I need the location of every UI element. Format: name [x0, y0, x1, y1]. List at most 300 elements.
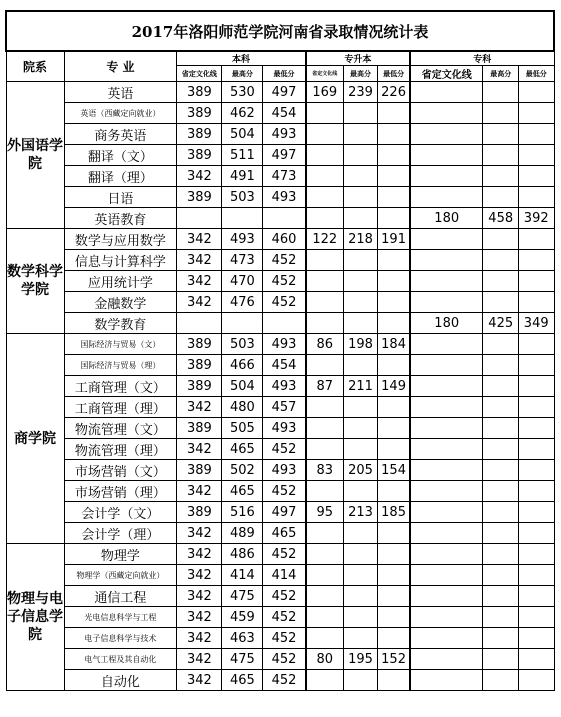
table-row — [6, 439, 554, 460]
zhuanke-line-cell — [410, 586, 483, 607]
zhuanke-min-cell: 349 — [518, 313, 554, 334]
table-row — [6, 460, 554, 481]
zhuanke-min-cell — [518, 124, 554, 145]
zsb-line-cell — [306, 670, 344, 691]
zsb-max-cell — [343, 271, 377, 292]
table-row — [6, 271, 554, 292]
benke-min-cell: 497 — [263, 82, 306, 103]
header-major: 专 业 — [64, 51, 177, 82]
benke-line-cell: 342 — [177, 166, 222, 187]
zhuanke-min-cell — [518, 502, 554, 523]
benke-min-cell: 452 — [263, 250, 306, 271]
benke-max-cell: 466 — [222, 355, 263, 376]
zsb-line-cell — [306, 166, 344, 187]
table-row — [6, 628, 554, 649]
zsb-line-cell — [306, 124, 344, 145]
zhuanke-line-cell — [410, 439, 483, 460]
zhuanke-max-cell — [483, 481, 518, 502]
zsb-min-cell: 154 — [378, 460, 410, 481]
benke-min-cell: 493 — [263, 334, 306, 355]
benke-line-cell: 342 — [177, 292, 222, 313]
zhuanke-max-cell — [483, 124, 518, 145]
header-zhuanke-min: 最低分 — [518, 66, 554, 82]
table-row — [6, 523, 554, 544]
zsb-min-cell — [378, 523, 410, 544]
zsb-min-cell — [378, 397, 410, 418]
zhuanke-min-cell — [518, 628, 554, 649]
zhuanke-max-cell: 425 — [483, 313, 518, 334]
benke-min-cell: 454 — [263, 355, 306, 376]
zsb-max-cell — [343, 628, 377, 649]
table-row — [6, 376, 554, 397]
table-row — [6, 565, 554, 586]
benke-line-cell: 389 — [177, 124, 222, 145]
benke-min-cell: 452 — [263, 607, 306, 628]
benke-max-cell: 503 — [222, 334, 263, 355]
zhuanke-max-cell — [483, 628, 518, 649]
zsb-max-cell — [343, 544, 377, 565]
table-row — [6, 229, 554, 250]
zsb-max-cell: 213 — [343, 502, 377, 523]
header-zsb-min: 最低分 — [378, 66, 410, 82]
zsb-max-cell — [343, 523, 377, 544]
zsb-min-cell — [378, 607, 410, 628]
benke-line-cell: 389 — [177, 103, 222, 124]
benke-line-cell: 389 — [177, 418, 222, 439]
major-name: 物流管理（理） — [64, 439, 177, 460]
zsb-max-cell — [343, 670, 377, 691]
table-row — [6, 586, 554, 607]
zsb-max-cell — [343, 292, 377, 313]
zhuanke-min-cell — [518, 145, 554, 166]
benke-max-cell: 502 — [222, 460, 263, 481]
major-name: 会计学（文） — [64, 502, 177, 523]
zsb-line-cell — [306, 586, 344, 607]
table-row — [6, 250, 554, 271]
major-name: 英语 — [64, 82, 177, 103]
benke-line-cell: 389 — [177, 82, 222, 103]
zhuanke-max-cell — [483, 418, 518, 439]
benke-max-cell: 486 — [222, 544, 263, 565]
zhuanke-max-cell — [483, 250, 518, 271]
zhuanke-line-cell: 180 — [410, 313, 483, 334]
zsb-max-cell — [343, 439, 377, 460]
table-row — [6, 292, 554, 313]
zhuanke-line-cell — [410, 271, 483, 292]
benke-min-cell — [263, 313, 306, 334]
zsb-max-cell — [343, 586, 377, 607]
zsb-line-cell — [306, 208, 344, 229]
benke-max-cell: 465 — [222, 481, 263, 502]
zhuanke-max-cell — [483, 460, 518, 481]
zhuanke-line-cell — [410, 565, 483, 586]
zhuanke-min-cell — [518, 376, 554, 397]
zsb-max-cell — [343, 187, 377, 208]
zsb-line-cell: 122 — [306, 229, 344, 250]
major-name: 数学教育 — [64, 313, 177, 334]
benke-max-cell: 491 — [222, 166, 263, 187]
zsb-line-cell — [306, 607, 344, 628]
zhuanke-max-cell — [483, 544, 518, 565]
zsb-max-cell: 205 — [343, 460, 377, 481]
zhuanke-min-cell — [518, 607, 554, 628]
zhuanke-line-cell — [410, 502, 483, 523]
benke-max-cell: 459 — [222, 607, 263, 628]
college-name: 物理与电子信息学院 — [6, 544, 64, 691]
zsb-max-cell — [343, 607, 377, 628]
benke-line-cell: 342 — [177, 544, 222, 565]
zsb-max-cell — [343, 565, 377, 586]
benke-line-cell: 389 — [177, 145, 222, 166]
table-row — [6, 670, 554, 691]
zsb-line-cell: 83 — [306, 460, 344, 481]
zsb-min-cell — [378, 565, 410, 586]
zsb-min-cell — [378, 439, 410, 460]
zhuanke-line-cell — [410, 355, 483, 376]
zhuanke-line-cell — [410, 523, 483, 544]
zhuanke-line-cell — [410, 229, 483, 250]
zhuanke-max-cell — [483, 439, 518, 460]
major-name: 物流管理（文） — [64, 418, 177, 439]
benke-min-cell: 493 — [263, 376, 306, 397]
benke-max-cell: 505 — [222, 418, 263, 439]
table-row — [6, 544, 554, 565]
benke-line-cell — [177, 208, 222, 229]
benke-line-cell: 389 — [177, 355, 222, 376]
major-name: 电气工程及其自动化 — [64, 649, 177, 670]
major-name: 商务英语 — [64, 124, 177, 145]
zhuanke-max-cell — [483, 586, 518, 607]
zhuanke-max-cell — [483, 565, 518, 586]
benke-min-cell: 452 — [263, 439, 306, 460]
zsb-min-cell — [378, 166, 410, 187]
major-name: 日语 — [64, 187, 177, 208]
zhuanke-max-cell — [483, 292, 518, 313]
zhuanke-min-cell — [518, 481, 554, 502]
table-row — [6, 187, 554, 208]
benke-line-cell: 342 — [177, 271, 222, 292]
benke-min-cell: 457 — [263, 397, 306, 418]
zhuanke-max-cell — [483, 166, 518, 187]
zsb-min-cell: 226 — [378, 82, 410, 103]
table-title: 2017年洛阳师范学院河南省录取情况统计表 — [6, 11, 554, 51]
zsb-min-cell — [378, 313, 410, 334]
zsb-line-cell: 87 — [306, 376, 344, 397]
zhuanke-min-cell — [518, 187, 554, 208]
benke-min-cell: 452 — [263, 271, 306, 292]
benke-max-cell: 414 — [222, 565, 263, 586]
zhuanke-min-cell — [518, 334, 554, 355]
major-name: 国际经济与贸易（理） — [64, 355, 177, 376]
zsb-max-cell — [343, 355, 377, 376]
benke-min-cell: 493 — [263, 418, 306, 439]
zsb-line-cell — [306, 250, 344, 271]
table-row — [6, 481, 554, 502]
benke-min-cell: 493 — [263, 124, 306, 145]
zhuanke-line-cell — [410, 145, 483, 166]
benke-line-cell: 342 — [177, 397, 222, 418]
zhuanke-max-cell — [483, 355, 518, 376]
zsb-max-cell — [343, 208, 377, 229]
major-name: 应用统计学 — [64, 271, 177, 292]
zhuanke-min-cell — [518, 649, 554, 670]
benke-line-cell: 389 — [177, 334, 222, 355]
zsb-max-cell: 239 — [343, 82, 377, 103]
major-name: 会计学（理） — [64, 523, 177, 544]
zsb-min-cell — [378, 271, 410, 292]
benke-line-cell: 342 — [177, 439, 222, 460]
zsb-max-cell — [343, 145, 377, 166]
benke-max-cell: 504 — [222, 124, 263, 145]
header-group-benke: 本科 — [177, 51, 306, 66]
benke-line-cell: 342 — [177, 670, 222, 691]
zsb-line-cell — [306, 145, 344, 166]
benke-min-cell: 493 — [263, 460, 306, 481]
zsb-line-cell: 86 — [306, 334, 344, 355]
benke-line-cell: 342 — [177, 250, 222, 271]
zhuanke-min-cell — [518, 166, 554, 187]
zhuanke-min-cell — [518, 418, 554, 439]
major-name: 自动化 — [64, 670, 177, 691]
zsb-line-cell — [306, 523, 344, 544]
benke-max-cell: 470 — [222, 271, 263, 292]
benke-line-cell: 342 — [177, 649, 222, 670]
zhuanke-line-cell — [410, 250, 483, 271]
zsb-line-cell — [306, 481, 344, 502]
benke-line-cell: 342 — [177, 481, 222, 502]
header-benke-min: 最低分 — [263, 66, 306, 82]
table-row — [6, 397, 554, 418]
table-row — [6, 649, 554, 670]
zhuanke-max-cell — [483, 397, 518, 418]
benke-max-cell: 504 — [222, 376, 263, 397]
zhuanke-max-cell — [483, 271, 518, 292]
zsb-line-cell — [306, 355, 344, 376]
table-row — [6, 82, 554, 103]
major-name: 市场营销（理） — [64, 481, 177, 502]
zsb-max-cell — [343, 250, 377, 271]
major-name: 信息与计算科学 — [64, 250, 177, 271]
zhuanke-line-cell — [410, 670, 483, 691]
zhuanke-min-cell — [518, 544, 554, 565]
zhuanke-line-cell — [410, 481, 483, 502]
benke-min-cell: 493 — [263, 187, 306, 208]
zhuanke-max-cell — [483, 649, 518, 670]
zsb-line-cell: 80 — [306, 649, 344, 670]
college-name: 商学院 — [6, 334, 64, 544]
benke-min-cell: 454 — [263, 103, 306, 124]
zhuanke-max-cell — [483, 670, 518, 691]
zhuanke-line-cell: 180 — [410, 208, 483, 229]
table-row — [6, 502, 554, 523]
zhuanke-line-cell — [410, 334, 483, 355]
zsb-max-cell — [343, 481, 377, 502]
zsb-min-cell — [378, 208, 410, 229]
benke-max-cell: 530 — [222, 82, 263, 103]
zhuanke-min-cell: 392 — [518, 208, 554, 229]
zsb-line-cell — [306, 292, 344, 313]
zhuanke-line-cell — [410, 292, 483, 313]
header-group-zsb: 专升本 — [306, 51, 410, 66]
zsb-line-cell — [306, 313, 344, 334]
benke-min-cell: 465 — [263, 523, 306, 544]
benke-max-cell: 476 — [222, 292, 263, 313]
benke-min-cell: 452 — [263, 586, 306, 607]
zhuanke-max-cell — [483, 187, 518, 208]
benke-max-cell: 473 — [222, 250, 263, 271]
zsb-line-cell — [306, 271, 344, 292]
zhuanke-line-cell — [410, 544, 483, 565]
zhuanke-min-cell — [518, 670, 554, 691]
zsb-line-cell — [306, 103, 344, 124]
zhuanke-min-cell — [518, 292, 554, 313]
college-name: 外国语学院 — [6, 82, 64, 229]
zsb-line-cell — [306, 565, 344, 586]
benke-max-cell: 480 — [222, 397, 263, 418]
header-group-zhuanke: 专科 — [410, 51, 554, 66]
zhuanke-line-cell — [410, 82, 483, 103]
benke-line-cell: 342 — [177, 607, 222, 628]
major-name: 光电信息科学与工程 — [64, 607, 177, 628]
benke-max-cell: 503 — [222, 187, 263, 208]
zsb-max-cell — [343, 166, 377, 187]
benke-max-cell: 489 — [222, 523, 263, 544]
major-name: 金融数学 — [64, 292, 177, 313]
header-college: 院系 — [6, 51, 64, 82]
major-name: 通信工程 — [64, 586, 177, 607]
benke-line-cell: 389 — [177, 376, 222, 397]
college-name: 数学科学学院 — [6, 229, 64, 334]
zhuanke-line-cell — [410, 166, 483, 187]
zhuanke-max-cell: 458 — [483, 208, 518, 229]
zhuanke-min-cell — [518, 523, 554, 544]
table-row — [6, 166, 554, 187]
table-row — [6, 607, 554, 628]
zsb-min-cell — [378, 355, 410, 376]
benke-max-cell: 463 — [222, 628, 263, 649]
zsb-min-cell — [378, 418, 410, 439]
header-benke-max: 最高分 — [222, 66, 263, 82]
zsb-min-cell — [378, 250, 410, 271]
zsb-line-cell — [306, 418, 344, 439]
table-row — [6, 355, 554, 376]
zhuanke-line-cell — [410, 460, 483, 481]
benke-max-cell — [222, 208, 263, 229]
zsb-min-cell — [378, 481, 410, 502]
zhuanke-line-cell — [410, 649, 483, 670]
benke-min-cell: 452 — [263, 649, 306, 670]
zsb-max-cell: 198 — [343, 334, 377, 355]
zhuanke-min-cell — [518, 229, 554, 250]
major-name: 工商管理（文） — [64, 376, 177, 397]
benke-line-cell: 342 — [177, 586, 222, 607]
zhuanke-min-cell — [518, 439, 554, 460]
zhuanke-line-cell — [410, 418, 483, 439]
table-row — [6, 418, 554, 439]
zsb-min-cell: 152 — [378, 649, 410, 670]
zsb-min-cell — [378, 544, 410, 565]
zhuanke-line-cell — [410, 103, 483, 124]
zhuanke-max-cell — [483, 82, 518, 103]
table-row — [6, 334, 554, 355]
benke-min-cell: 414 — [263, 565, 306, 586]
zhuanke-min-cell — [518, 250, 554, 271]
zsb-min-cell: 191 — [378, 229, 410, 250]
zsb-min-cell — [378, 628, 410, 649]
benke-max-cell — [222, 313, 263, 334]
table-row — [6, 124, 554, 145]
header-zhuanke-max: 最高分 — [483, 66, 518, 82]
zsb-max-cell — [343, 124, 377, 145]
table-row — [6, 103, 554, 124]
zsb-min-cell — [378, 145, 410, 166]
zhuanke-line-cell — [410, 628, 483, 649]
benke-max-cell: 475 — [222, 586, 263, 607]
zhuanke-line-cell — [410, 187, 483, 208]
major-name: 英语（西藏定向就业） — [64, 103, 177, 124]
zsb-min-cell: 149 — [378, 376, 410, 397]
benke-min-cell: 497 — [263, 145, 306, 166]
benke-line-cell: 342 — [177, 523, 222, 544]
zsb-line-cell — [306, 544, 344, 565]
zhuanke-min-cell — [518, 397, 554, 418]
header-zsb-max: 最高分 — [343, 66, 377, 82]
zsb-max-cell: 218 — [343, 229, 377, 250]
header-benke-line: 省定文化线 — [177, 66, 222, 82]
zsb-min-cell — [378, 586, 410, 607]
zhuanke-line-cell — [410, 607, 483, 628]
major-name: 翻译（理） — [64, 166, 177, 187]
benke-line-cell: 389 — [177, 460, 222, 481]
zhuanke-min-cell — [518, 586, 554, 607]
zsb-max-cell: 195 — [343, 649, 377, 670]
benke-min-cell: 452 — [263, 292, 306, 313]
zhuanke-max-cell — [483, 502, 518, 523]
benke-min-cell: 460 — [263, 229, 306, 250]
benke-min-cell: 452 — [263, 670, 306, 691]
zsb-max-cell: 211 — [343, 376, 377, 397]
benke-line-cell — [177, 313, 222, 334]
zhuanke-min-cell — [518, 82, 554, 103]
major-name: 英语教育 — [64, 208, 177, 229]
benke-max-cell: 516 — [222, 502, 263, 523]
benke-line-cell: 342 — [177, 565, 222, 586]
benke-min-cell: 452 — [263, 628, 306, 649]
table-row — [6, 145, 554, 166]
zsb-line-cell — [306, 628, 344, 649]
benke-min-cell — [263, 208, 306, 229]
zhuanke-max-cell — [483, 607, 518, 628]
zsb-line-cell — [306, 439, 344, 460]
major-name: 数学与应用数学 — [64, 229, 177, 250]
zsb-max-cell — [343, 103, 377, 124]
zhuanke-min-cell — [518, 355, 554, 376]
zhuanke-min-cell — [518, 271, 554, 292]
zhuanke-min-cell — [518, 565, 554, 586]
zsb-min-cell — [378, 292, 410, 313]
major-name: 物理学 — [64, 544, 177, 565]
major-name: 电子信息科学与技术 — [64, 628, 177, 649]
zsb-line-cell — [306, 187, 344, 208]
benke-min-cell: 473 — [263, 166, 306, 187]
zhuanke-line-cell — [410, 376, 483, 397]
zhuanke-max-cell — [483, 229, 518, 250]
zhuanke-min-cell — [518, 460, 554, 481]
zhuanke-min-cell — [518, 103, 554, 124]
major-name: 翻译（文） — [64, 145, 177, 166]
zsb-min-cell: 184 — [378, 334, 410, 355]
table-row — [6, 313, 554, 334]
